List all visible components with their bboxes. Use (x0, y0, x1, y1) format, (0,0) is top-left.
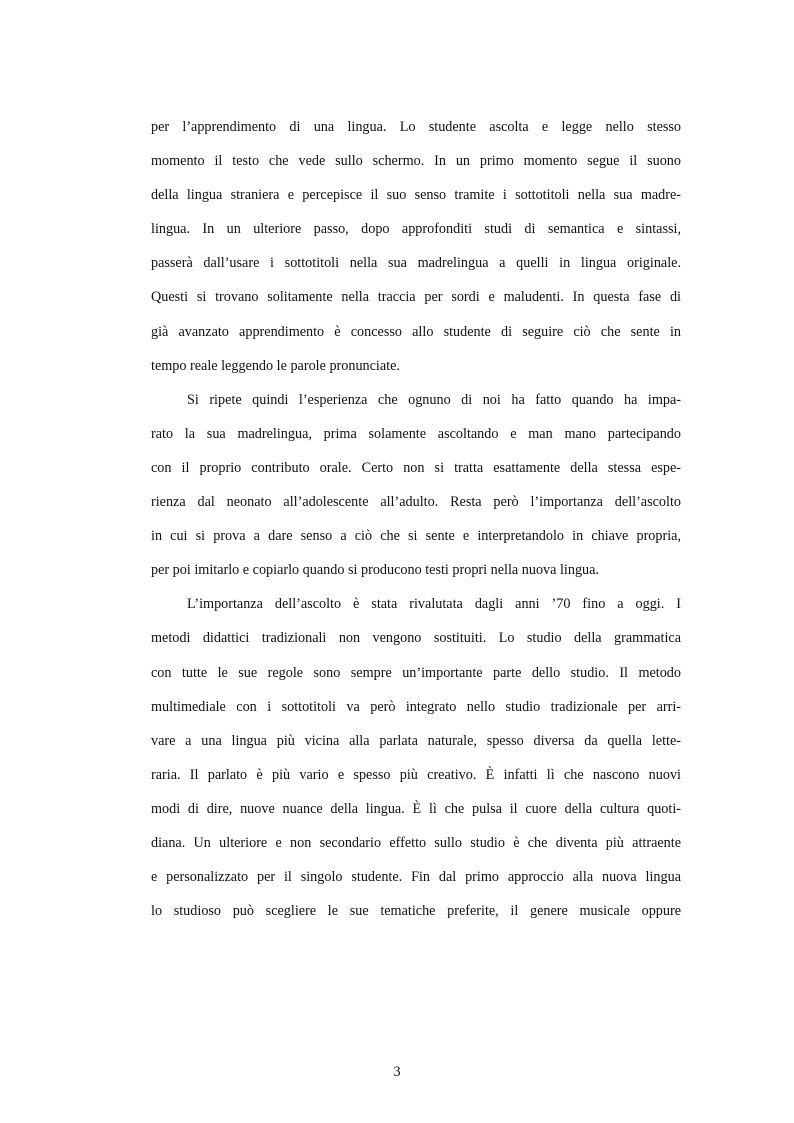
body-text (151, 110, 681, 928)
text-line: Si ripete quindi l’esperienza che ognuno di noi ha fatto quando ha impa- (187, 391, 681, 408)
text-line: metodi didattici tradizionali non vengono sostituiti. Lo studio della grammatica (151, 630, 681, 647)
text-line: vare a una lingua più vicina alla parlata naturale, spesso diversa da quella lette- (151, 732, 681, 749)
text-line: diana. Un ulteriore e non secondario effetto sullo studio è che diventa più attraente (151, 834, 681, 851)
text-line: raria. Il parlato è più vario e spesso più creativo. È infatti lì che nascono nuovi (151, 766, 681, 783)
paragraph (151, 110, 681, 383)
text-line: già avanzato apprendimento è concesso allo studente di seguire ciò che sente in (151, 323, 681, 340)
text-line: tempo reale leggendo le parole pronunciate. (151, 357, 400, 374)
text-line: passerà dall’usare i sottotitoli nella sua madrelingua a quelli in lingua originale. (151, 255, 681, 272)
text-line: in cui si prova a dare senso a ciò che si sente e interpretandolo in chiave propria, (151, 528, 681, 545)
text-line: multimediale con i sottotitoli va però integrato nello studio tradizionale per arri- (151, 698, 681, 715)
paragraph (151, 383, 681, 588)
page-number: 3 (393, 1064, 401, 1080)
text-line: modi di dire, nuove nuance della lingua. È lì che pulsa il cuore della cultura quoti- (151, 800, 681, 817)
text-line: con tutte le sue regole sono sempre un’importante parte dello studio. Il metodo (151, 664, 681, 681)
text-line: della lingua straniera e percepisce il suo senso tramite i sottotitoli nella sua madre- (151, 187, 681, 204)
text-line: con il proprio contributo orale. Certo non si tratta esattamente della stessa espe- (151, 459, 681, 476)
text-line: rato la sua madrelingua, prima solamente ascoltando e man mano partecipando (151, 425, 681, 442)
text-line: L’importanza dell’ascolto è stata rivalutata dagli anni ’70 fino a oggi. I (187, 596, 681, 613)
text-line: momento il testo che vede sullo schermo. In un primo momento segue il suono (151, 153, 681, 170)
text-line: lingua. In un ulteriore passo, dopo approfonditi studi di semantica e sintassi, (151, 221, 681, 238)
text-line: e personalizzato per il singolo studente. Fin dal primo approccio alla nuova lingua (151, 869, 681, 886)
paragraph (151, 587, 681, 928)
text-line: rienza dal neonato all’adolescente all’adulto. Resta però l’importanza dell’ascolto (151, 494, 681, 511)
text-line: per l’apprendimento di una lingua. Lo studente ascolta e legge nello stesso (151, 119, 681, 135)
text-line: per poi imitarlo e copiarlo quando si producono testi propri nella nuova lingua. (151, 562, 599, 579)
text-line: lo studioso può scegliere le sue tematiche preferite, il genere musicale oppure (151, 903, 681, 920)
text-line: Questi si trovano solitamente nella traccia per sordi e maludenti. In questa fase di (151, 289, 681, 306)
